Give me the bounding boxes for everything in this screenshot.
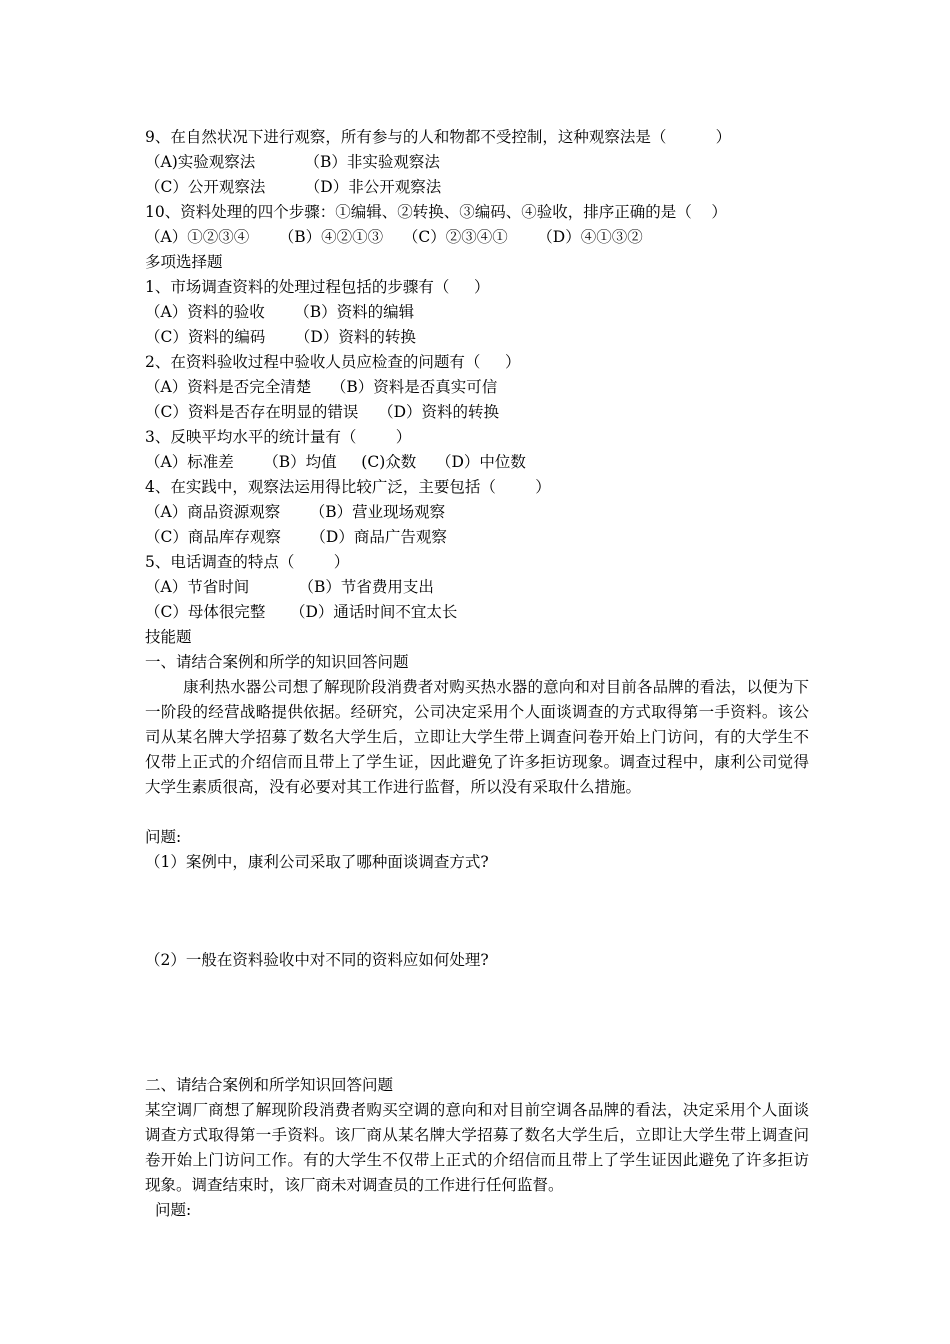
mc-question-2: 2、在资料验收过程中验收人员应检查的问题有（ ） [145,353,521,371]
mc-question-3: 3、反映平均水平的统计量有（ ） [145,428,412,446]
question-10: 10、资料处理的四个步骤：①编辑、②转换、③编码、④验收，排序正确的是（ ） [145,203,727,221]
case-1-question-2: （2）一般在资料验收中对不同的资料应如何处理? [145,951,489,969]
mc-question-1: 1、市场调查资料的处理过程包括的步骤有（ ） [145,278,490,296]
mc-question-5: 5、电话调查的特点（ ） [145,553,350,571]
mc-question-2-options-ab: （A）资料是否完全清楚 （B）资料是否真实可信 [145,378,498,396]
case-1-question-label: 问题: [145,828,182,846]
mc-question-4: 4、在实践中，观察法运用得比较广泛，主要包括（ ） [145,478,551,496]
case-1-body-text: 康利热水器公司想了解现阶段消费者对购买热水器的意向和对目前各品牌的看法，以便为下一阶段的经营战略提供依据。经研究，公司决定采用个人面谈调查的方式取得第一手资料。该公司从某名牌大学招募了数名大学生后，立即让大学生带上调查问卷开始上门访问，有的大学生不仅带上正式的介绍信而且带上了学生证，因此避免了许多拒访现象。调查过程中，康利公司觉得大学生素质很高，没有必要对其工作进行监督，所以没有采取什么措施。 [145,678,809,796]
case-1-body [145,675,809,800]
case-1-title: 一、请结合案例和所学的知识回答问题 [145,653,409,671]
mc-question-1-options-cd: （C）资料的编码 （D）资料的转换 [145,328,416,346]
section-heading-multiple-choice: 多项选择题 [145,253,223,271]
question-9-options-ab: （A)实验观察法 （B）非实验观察法 [145,153,440,171]
section-heading-skill: 技能题 [145,628,192,646]
question-9-options-cd: （C）公开观察法 （D）非公开观察法 [145,178,442,196]
question-9: 9、在自然状况下进行观察，所有参与的人和物都不受控制，这种观察法是（ ） [145,128,732,146]
mc-question-5-options-cd: （C）母体很完整 （D）通话时间不宜太长 [145,603,458,621]
case-1-question-1: （1）案例中，康利公司采取了哪种面谈调查方式? [145,853,489,871]
question-10-options: （A）①②③④ （B）④②①③ （C）②③④① （D）④①③② [145,228,643,246]
mc-question-4-options-cd: （C）商品库存观察 （D）商品广告观察 [145,528,447,546]
case-2-body: 某空调厂商想了解现阶段消费者购买空调的意向和对目前空调各品牌的看法，决定采用个人面谈调查方式取得第一手资料。该厂商从某名牌大学招募了数名大学生后，立即让大学生带上调查问卷开始上门访问工作。有的大学生不仅带上正式的介绍信而且带上了学生证因此避免了许多拒访现象。调查结束时，该厂商未对调查员的工作进行任何监督。 [145,1101,809,1194]
case-2-title: 二、请结合案例和所学知识回答问题 [145,1076,394,1094]
case-2-question-label: 问题: [155,1201,192,1219]
mc-question-4-options-ab: （A）商品资源观察 （B）营业现场观察 [145,503,446,521]
mc-question-3-options: （A）标准差 （B）均值 (C)众数 （D）中位数 [145,453,526,471]
mc-question-1-options-ab: （A）资料的验收 （B）资料的编辑 [145,303,415,321]
mc-question-2-options-cd: （C）资料是否存在明显的错误 （D）资料的转换 [145,403,499,421]
mc-question-5-options-ab: （A）节省时间 （B）节省费用支出 [145,578,434,596]
